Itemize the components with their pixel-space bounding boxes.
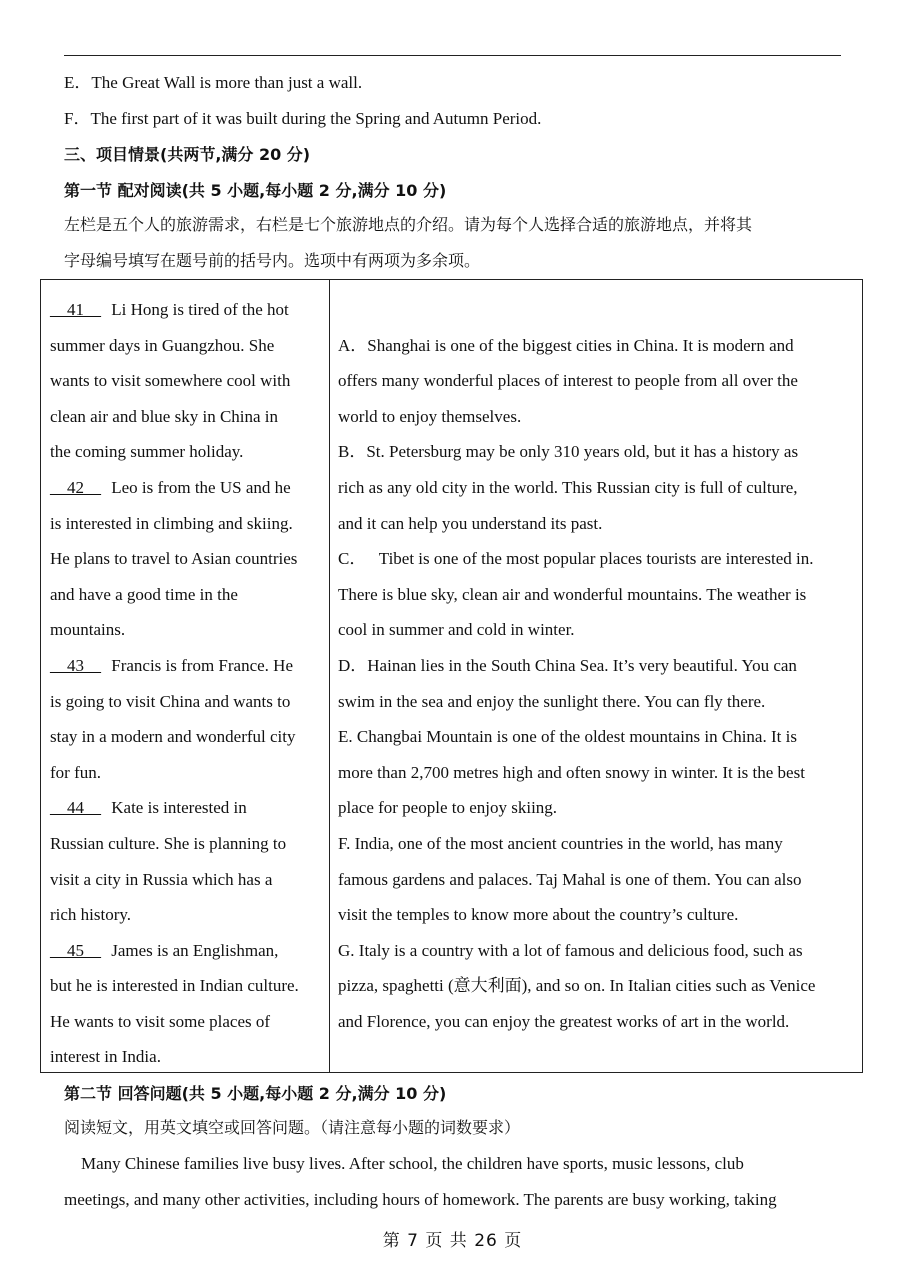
destination-line: B．St. Petersburg may be only 310 years old, but it has a history as: [338, 442, 799, 462]
traveler-need-line: [50, 612, 325, 648]
part2-instructions: 阅读短文，用英文填空或回答问题。（请注意每小题的词数要求）: [64, 1118, 521, 1137]
traveler-need-line: [50, 541, 325, 577]
traveler-need-text: and have a good time in the: [50, 584, 238, 604]
question-number: __43__: [50, 655, 101, 675]
destination-line: offers many wonderful places of interest to people from all over the: [338, 371, 798, 391]
question-number: __42__: [50, 477, 101, 497]
destination-line: swim in the sea and enjoy the sunlight there. You can fly there.: [338, 691, 766, 711]
part2-title: 第二节 回答问题(共 5 小题,每小题 2 分,满分 10 分): [64, 1084, 447, 1103]
table-divider: [329, 280, 330, 1072]
traveler-need-text: but he is interested in Indian culture.: [50, 976, 299, 996]
passage: [64, 1146, 844, 1218]
traveler-need-text: interest in India.: [50, 1047, 161, 1067]
destination-line: visit the temples to know more about the country’s culture.: [338, 905, 739, 925]
traveler-need-line: [50, 790, 325, 826]
destination-line: F. India, one of the most ancient countries in the world, has many: [338, 833, 783, 853]
question-number: __45__: [50, 940, 101, 960]
traveler-need-line: [50, 399, 325, 435]
traveler-need-line: [50, 862, 325, 898]
question-number: __41__: [50, 300, 101, 319]
traveler-need-line: [50, 755, 325, 791]
destination-line: and Florence, you can enjoy the greatest works of art in the world.: [338, 1011, 790, 1031]
traveler-need-line: [50, 470, 325, 506]
question-number: __44__: [50, 798, 101, 818]
section-title: 三、项目情景(共两节,满分 20 分): [64, 145, 311, 164]
destination-line: There is blue sky, clean air and wonderful mountains. The weather is: [338, 584, 807, 604]
traveler-need-line: [50, 684, 325, 720]
traveler-need-line: [50, 648, 325, 684]
destination-line: world to enjoy themselves.: [338, 406, 522, 426]
traveler-need-text: rich history.: [50, 905, 132, 925]
option-f: F．The first part of it was built during the Spring and Autumn Period.: [64, 109, 542, 128]
traveler-need-line: [50, 933, 325, 969]
traveler-need-text: stay in a modern and wonderful city: [50, 727, 296, 747]
traveler-need-text: wants to visit somewhere cool with: [50, 371, 291, 391]
destination-line: pizza, spaghetti (意大利面), and so on. In Italian cities such as Venice: [338, 976, 816, 996]
passage-line: meetings, and many other activities, including hours of homework. The parents are busy working, taking: [64, 1190, 777, 1209]
destination-line: D．Hainan lies in the South China Sea. It’s very beautiful. You can: [338, 655, 797, 675]
part1-instructions-line-2: 字母编号填写在题号前的括号内。选项中有两项为多余项。: [64, 251, 481, 270]
traveler-need-line: [50, 968, 325, 1004]
destination-line: cool in summer and cold in winter.: [338, 620, 575, 640]
traveler-need-line: [50, 328, 325, 364]
matching-table: [40, 279, 863, 1073]
traveler-need-line: [50, 506, 325, 542]
passage-line: Many Chinese families live busy lives. After school, the children have sports, music lessons, club: [64, 1154, 744, 1173]
traveler-need-line: [50, 577, 325, 613]
traveler-need-line: [50, 1004, 325, 1040]
traveler-need-line: [50, 1039, 325, 1075]
traveler-need-text: James is an Englishman,: [107, 940, 279, 960]
part1-title: 第一节 配对阅读(共 5 小题,每小题 2 分,满分 10 分): [64, 181, 447, 200]
traveler-need-line: [50, 719, 325, 755]
destination-line: and it can help you understand its past.: [338, 513, 603, 533]
destinations-column: [338, 292, 858, 1039]
option-e: E．The Great Wall is more than just a wall.: [64, 73, 363, 92]
traveler-need-line: [50, 363, 325, 399]
destination-line: rich as any old city in the world. This Russian city is full of culture,: [338, 477, 798, 497]
traveler-need-text: He wants to visit some places of: [50, 1011, 271, 1031]
destination-line: E. Changbai Mountain is one of the oldest mountains in China. It is: [338, 727, 797, 747]
traveler-need-text: is going to visit China and wants to: [50, 691, 291, 711]
traveler-need-text: Russian culture. She is planning to: [50, 833, 287, 853]
part1-instructions-line-1: 左栏是五个人的旅游需求，右栏是七个旅游地点的介绍。请为每个人选择合适的旅游地点，并将其: [64, 215, 753, 234]
traveler-need-text: Kate is interested in: [107, 798, 247, 818]
destination-line: place for people to enjoy skiing.: [338, 798, 558, 818]
traveler-need-line: [50, 292, 325, 328]
traveler-need-line: [50, 826, 325, 862]
traveler-need-text: summer days in Guangzhou. She: [50, 335, 275, 355]
traveler-need-text: the coming summer holiday.: [50, 442, 244, 462]
traveler-need-line: [50, 434, 325, 470]
traveler-need-text: Li Hong is tired of the hot: [107, 300, 289, 319]
traveler-need-line: [50, 897, 325, 933]
destination-line: famous gardens and palaces. Taj Mahal is one of them. You can also: [338, 869, 802, 889]
traveler-need-text: He plans to travel to Asian countries: [50, 549, 298, 569]
destination-line: C． Tibet is one of the most popular places tourists are interested in.: [338, 549, 814, 569]
traveler-need-text: mountains.: [50, 620, 126, 640]
page-footer: 第 7 页 共 26 页: [382, 1231, 523, 1251]
traveler-need-text: for fun.: [50, 762, 101, 782]
traveler-need-text: visit a city in Russia which has a: [50, 869, 273, 889]
destination-line: [338, 292, 858, 328]
header-rule: [64, 55, 841, 56]
traveler-need-text: Francis is from France. He: [107, 655, 294, 675]
destination-line: A．Shanghai is one of the biggest cities in China. It is modern and: [338, 335, 794, 355]
traveler-need-text: clean air and blue sky in China in: [50, 406, 279, 426]
destination-line: more than 2,700 metres high and often snowy in winter. It is the best: [338, 762, 805, 782]
traveler-need-text: Leo is from the US and he: [107, 477, 291, 497]
destination-line: G. Italy is a country with a lot of famous and delicious food, such as: [338, 940, 803, 960]
traveler-need-text: is interested in climbing and skiing.: [50, 513, 293, 533]
traveler-needs-column: [50, 292, 325, 1075]
